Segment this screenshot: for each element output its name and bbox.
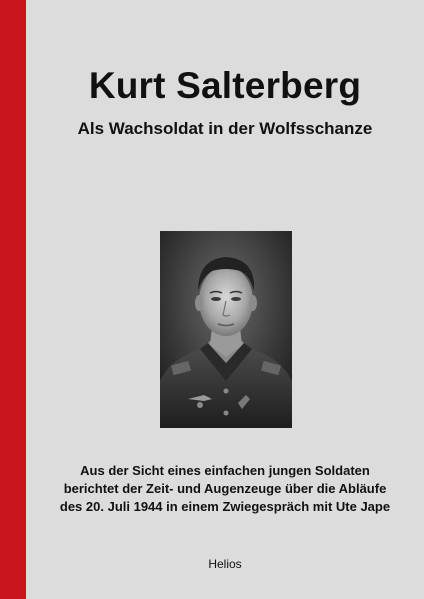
description-line-3: des 20. Juli 1944 in einem Zwiegespräch mit Ute Jape [59,499,391,514]
red-spine-bar [0,0,26,599]
book-description [26,462,424,516]
description-line-1: Aus der Sicht eines einfachen jungen Soldaten [80,463,370,478]
portrait-photo [160,231,292,428]
description-line-2: berichtet der Zeit- und Augenzeuge über die Abläufe [63,481,387,496]
book-subtitle: Als Wachsoldat in der Wolfsschanze [77,119,373,138]
author-name: Kurt Salterberg [88,65,362,106]
publisher-name: Helios [208,557,242,571]
soldier-portrait-image [160,231,292,428]
